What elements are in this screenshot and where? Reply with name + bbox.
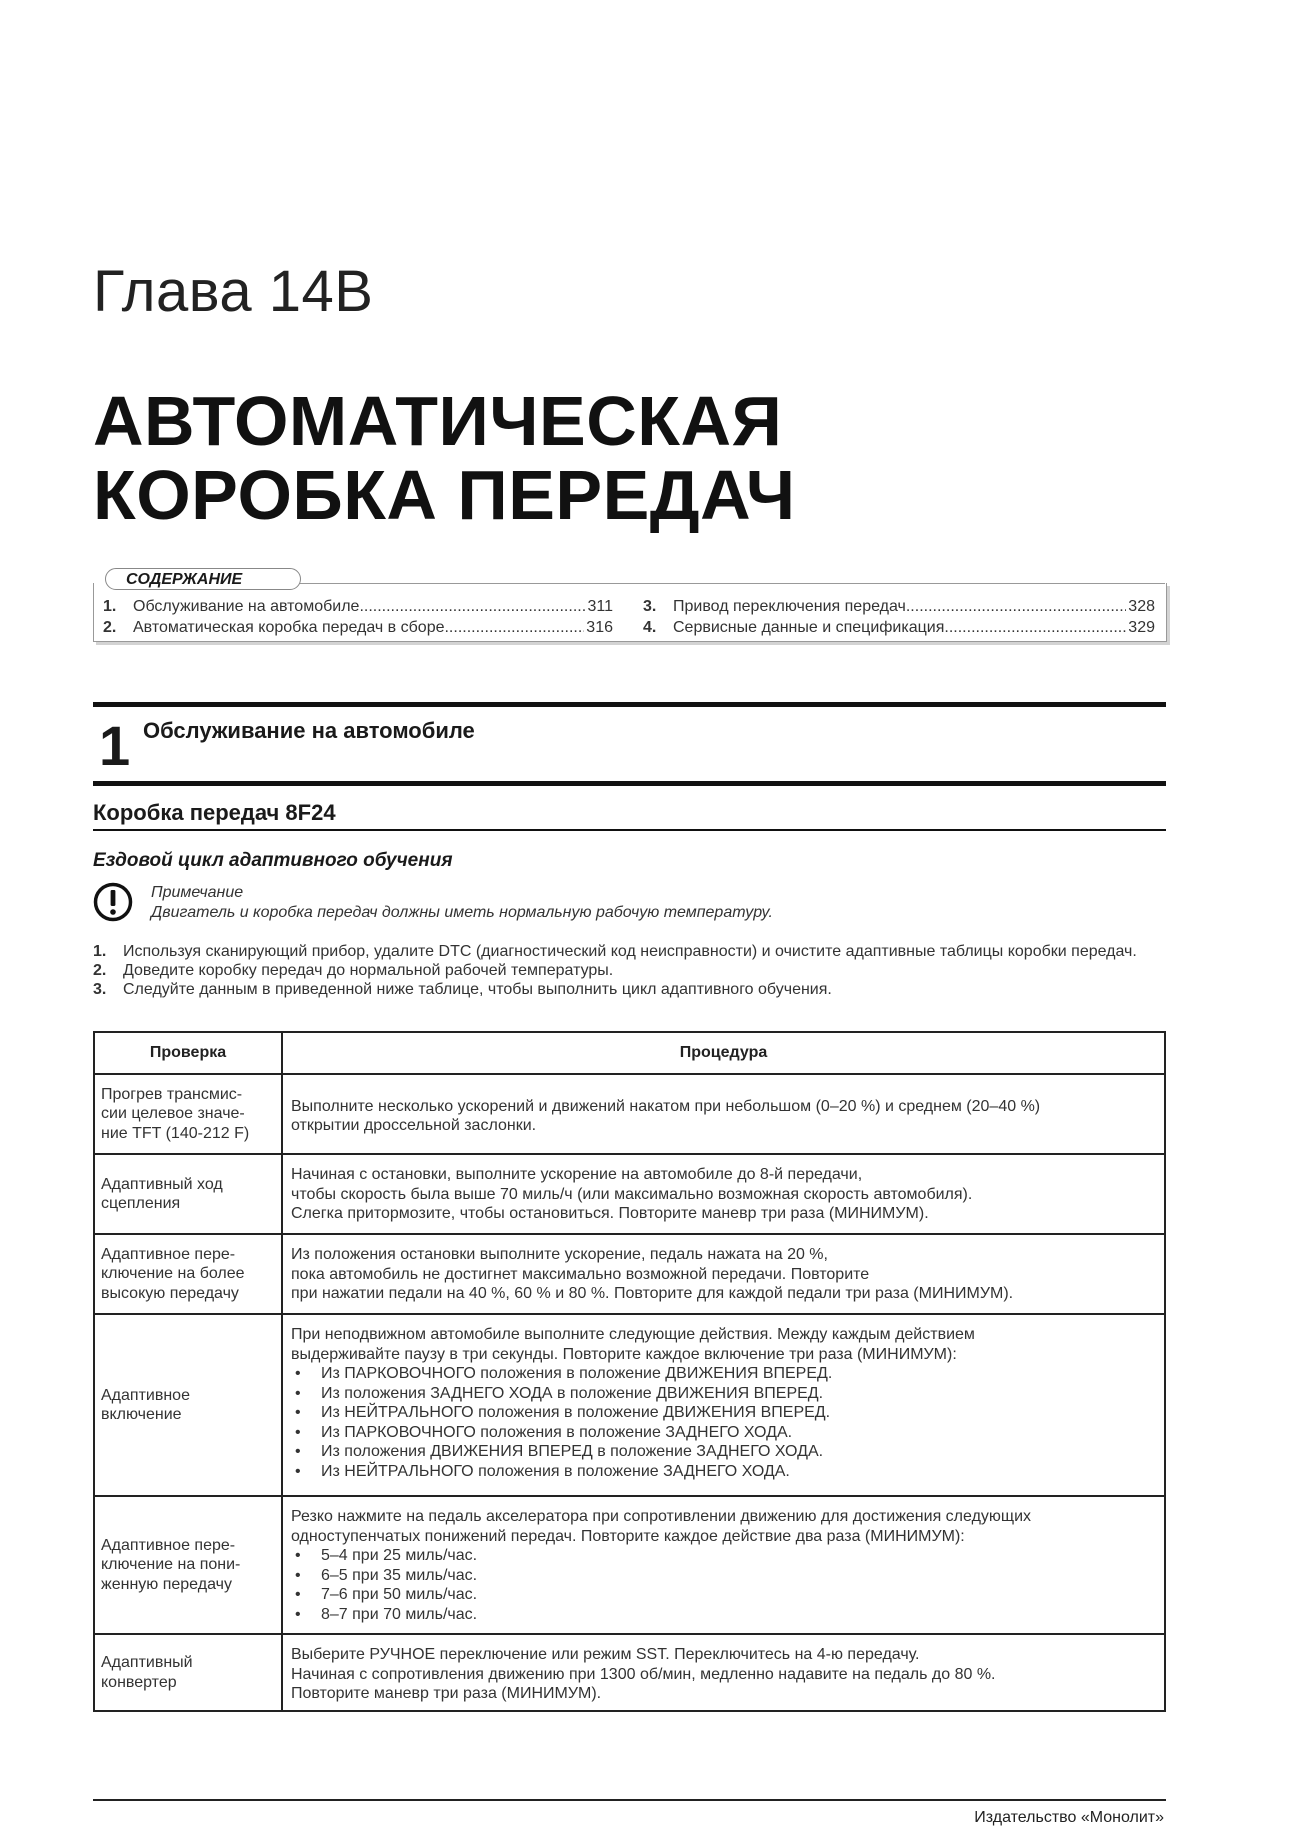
chapter-title-line: АВТОМАТИЧЕСКАЯ	[93, 382, 783, 460]
toc-item[interactable]: 2. Автоматическая коробка передач в сборе ..... 316	[103, 617, 613, 638]
procedure-bullet-item: • Из НЕЙТРАЛЬНОГО положения в положение ЗАДНЕГО ХОДА.	[291, 1462, 1158, 1482]
toc-top-border	[293, 583, 1165, 584]
procedure-bullet-item: • 5–4 при 25 миль/час.	[291, 1546, 1158, 1566]
adaptive-learning-table	[93, 1031, 1166, 1712]
procedure-text-line: Начиная с остановки, выполните ускорение на автомобиле до 8-й передачи,	[291, 1166, 863, 1183]
toc-item[interactable]: 1. Обслуживание на автомобиле ..... 311	[103, 596, 613, 617]
step-item: 1. Используя сканирующий прибор, удалите DTC (диагностический код неисправности) и очистите адаптивные таблицы коробки передач.	[93, 943, 1137, 960]
subsection-title: Коробка передач 8F24	[93, 800, 336, 825]
procedure-cell	[282, 1496, 1165, 1634]
check-text-line: Адаптивный ход	[101, 1175, 223, 1193]
toc-leader	[359, 596, 585, 617]
chapter-title-line: КОРОБКА ПЕРЕДАЧ	[93, 456, 796, 534]
procedure-text-line: выдерживайте паузу в три секунды. Повторите каждое включение три раза (МИНИМУМ):	[291, 1345, 957, 1363]
procedure-bullet-item: • Из НЕЙТРАЛЬНОГО положения в положение ДВИЖЕНИЯ ВПЕРЕД.	[291, 1403, 1158, 1423]
check-text-line: ключение на более	[101, 1265, 245, 1283]
procedure-bullet-item: • Из ПАРКОВОЧНОГО положения в положение ЗАДНЕГО ХОДА.	[291, 1423, 1158, 1443]
procedure-text-line: пока автомобиль не достигнет максимально возможной передачи. Повторите	[291, 1265, 870, 1283]
warning-exclamation-icon	[93, 882, 133, 922]
toc-leader	[944, 617, 1126, 638]
check-cell	[94, 1634, 282, 1711]
check-text-line: конвертер	[101, 1673, 177, 1691]
publisher-label: Издательство «Монолит»	[974, 1809, 1164, 1826]
section-rule-top	[93, 702, 1166, 707]
table-row	[94, 1074, 1165, 1154]
check-text-line: высокую передачу	[101, 1284, 239, 1302]
section-number: 1	[99, 714, 131, 777]
check-text-line: ние TFT (140-212 F)	[101, 1124, 250, 1142]
check-text-line: Адаптивное пере-	[101, 1245, 236, 1263]
toc-item[interactable]: 4. Сервисные данные и спецификация ..... 329	[643, 617, 1155, 638]
procedure-text-line: чтобы скорость была выше 70 миль/ч (или максимально возможная скорость автомобиля).	[291, 1185, 973, 1203]
check-text-line: женную передачу	[101, 1575, 232, 1593]
section-rule-bottom	[93, 781, 1166, 786]
toc-leader	[906, 596, 1126, 617]
step-item: 3. Следуйте данным в приведенной ниже таблице, чтобы выполнить цикл адаптивного обучения.	[93, 981, 832, 998]
table-header-check: Проверка	[94, 1032, 282, 1074]
toc-column-left	[103, 596, 613, 638]
chapter-label: Глава 14В	[93, 259, 374, 324]
table-row	[94, 1634, 1165, 1711]
toc-item[interactable]: 3. Привод переключения передач ..... 328	[643, 596, 1155, 617]
procedure-bullet-item: • 8–7 при 70 миль/час.	[291, 1605, 1158, 1625]
check-text-line: включение	[101, 1406, 182, 1423]
procedure-text-line: при нажатии педали на 40 %, 60 % и 80 %. Повторите для каждой педали три раза (МИНИМУМ).	[291, 1285, 1014, 1302]
procedure-cell	[282, 1634, 1165, 1711]
procedure-text-line: Из положения остановки выполните ускорение, педаль нажата на 20 %,	[291, 1246, 828, 1263]
table-row	[94, 1314, 1165, 1496]
procedure-bullet-item: • 6–5 при 35 миль/час.	[291, 1566, 1158, 1586]
table-row	[94, 1234, 1165, 1314]
procedure-text-line: Слегка притормозите, чтобы остановиться. Повторите маневр три раза (МИНИМУМ).	[291, 1205, 929, 1222]
footer-rule	[93, 1799, 1166, 1801]
procedure-text-line: одноступенчатых понижений передач. Повторите каждое действие два раза (МИНИМУМ):	[291, 1527, 965, 1545]
table-header-row	[94, 1032, 1165, 1074]
check-text-line: Адаптивное пере-	[101, 1536, 236, 1554]
check-text-line: Прогрев трансмис-	[101, 1085, 243, 1103]
toc-heading: СОДЕРЖАНИЕ	[105, 568, 301, 590]
procedure-text-line: открытии дроссельной заслонки.	[291, 1117, 537, 1134]
procedure-text-line: Резко нажмите на педаль акселератора при сопротивлении движению для достижения следующих	[291, 1508, 1031, 1525]
check-cell	[94, 1496, 282, 1634]
steps-list	[93, 942, 1166, 999]
check-text-line: Адаптивный	[101, 1654, 193, 1671]
check-text-line: ключение на пони-	[101, 1556, 241, 1574]
check-text-line: сии целевое значе-	[101, 1105, 245, 1123]
procedure-bullet-item: • Из положения ЗАДНЕГО ХОДА в положение ДВИЖЕНИЯ ВПЕРЕД.	[291, 1384, 1158, 1404]
procedure-text-line: Начиная с сопротивления движению при 1300 об/мин, медленно надавите на педаль до 80 %.	[291, 1665, 996, 1683]
step-item: 2. Доведите коробку передач до нормальной рабочей температуры.	[93, 962, 614, 979]
table-header-procedure: Процедура	[282, 1032, 1165, 1074]
check-text-line: сцепления	[101, 1195, 181, 1212]
check-cell	[94, 1314, 282, 1496]
procedure-text-line: При неподвижном автомобиле выполните следующие действия. Между каждым действием	[291, 1326, 975, 1343]
procedure-cell	[282, 1314, 1165, 1496]
subsection-rule	[93, 829, 1166, 831]
procedure-text-line: Выполните несколько ускорений и движений накатом при небольшом (0–20 %) и среднем (20–40 %)	[291, 1097, 1041, 1115]
procedure-bullet-item: • Из положения ДВИЖЕНИЯ ВПЕРЕД в положение ЗАДНЕГО ХОДА.	[291, 1442, 1158, 1462]
procedure-bullet-item: • Из ПАРКОВОЧНОГО положения в положение ДВИЖЕНИЯ ВПЕРЕД.	[291, 1364, 1158, 1384]
toc-leader	[444, 617, 584, 638]
procedure-text-line: Повторите маневр три раза (МИНИМУМ).	[291, 1685, 602, 1702]
procedure-cell	[282, 1234, 1165, 1314]
note-text: Двигатель и коробка передач должны иметь нормальную рабочую температуру.	[151, 904, 773, 921]
note-label: Примечание	[151, 884, 244, 901]
procedure-cell	[282, 1074, 1165, 1154]
procedure-bullet-item: • 7–6 при 50 миль/час.	[291, 1585, 1158, 1605]
toc-column-right	[643, 596, 1155, 638]
subsubsection-title: Ездовой цикл адаптивного обучения	[93, 850, 453, 871]
check-cell	[94, 1074, 282, 1154]
check-cell	[94, 1154, 282, 1234]
table-row	[94, 1496, 1165, 1634]
section-title: Обслуживание на автомобиле	[143, 718, 475, 743]
procedure-text-line: Выберите РУЧНОЕ переключение или режим SST. Переключитесь на 4-ю передачу.	[291, 1646, 920, 1663]
table-row	[94, 1154, 1165, 1234]
check-text-line: Адаптивное	[101, 1386, 190, 1404]
chapter-title	[93, 384, 796, 532]
procedure-cell	[282, 1154, 1165, 1234]
check-cell	[94, 1234, 282, 1314]
